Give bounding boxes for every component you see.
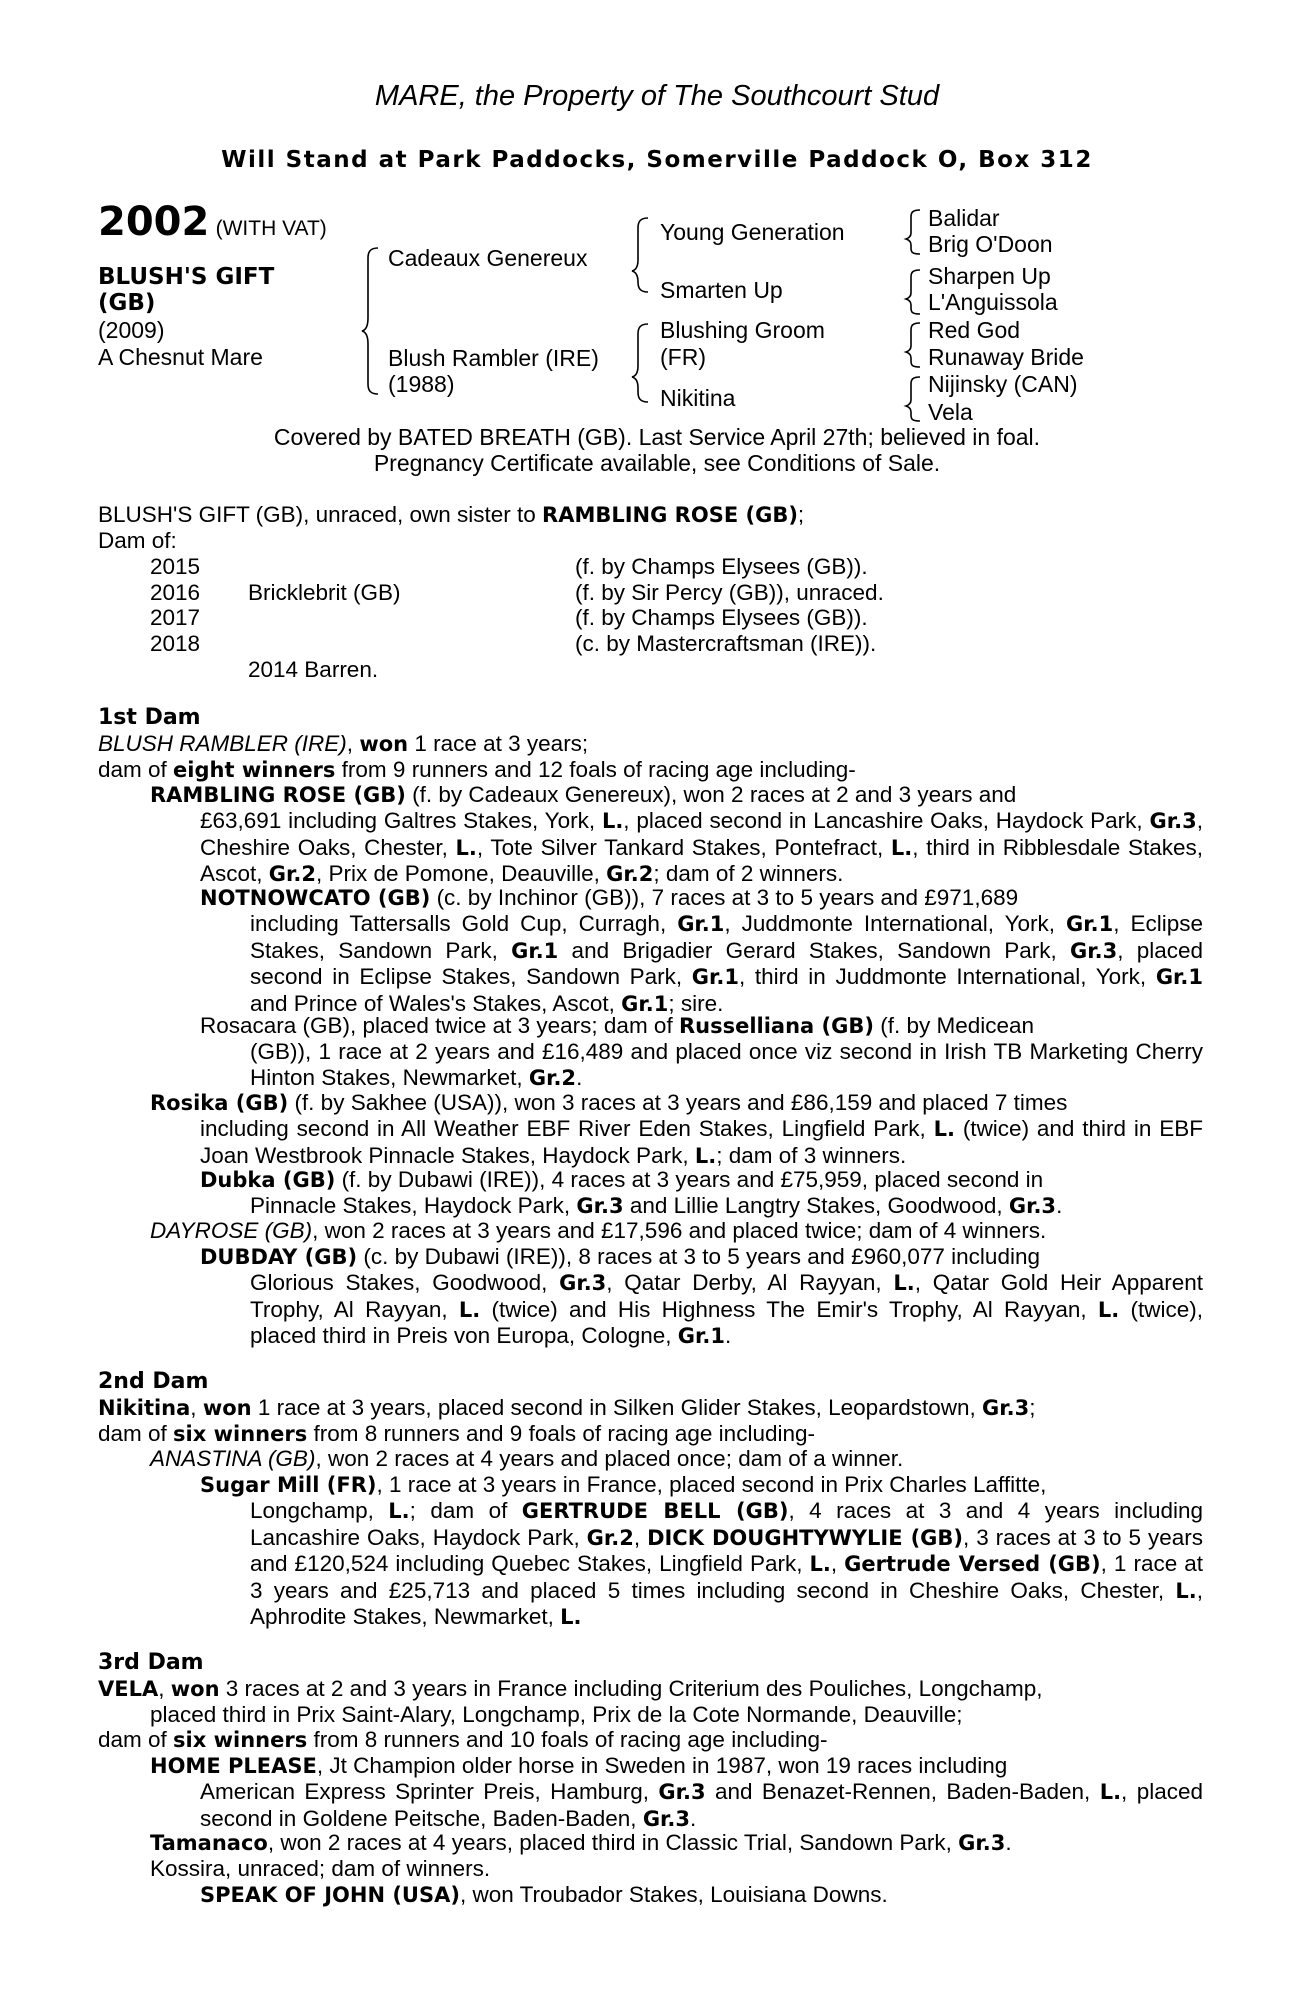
notnowcato-entry-cont: including Tattersalls Gold Cup, Curragh, Gr.1, Juddmonte International, York, Gr.1, Eclipse Stakes, Sandown Park, Gr.1 and Brigadier Gerard Stakes, Sandown Park, Gr.3, placed second in Eclipse Stakes, Sandown Park, Gr.1, third in Juddmonte International, York, Gr.1 and Prince of Wales's Stakes, Ascot, Gr.1; sire. [250,911,1204,1016]
intro-line [98,502,804,529]
dubka-entry-cont: Pinnacle Stakes, Haydock Park, Gr.3 and Lillie Langtry Stakes, Goodwood, Gr.3. [250,1193,1063,1218]
rosacara-entry: Rosacara (GB), placed twice at 3 years; dam of Russelliana (GB) (f. by Medicean [200,1013,1035,1038]
rambling-rose-entry-cont: £63,691 including Galtres Stakes, York, L., placed second in Lancashire Oaks, Haydock Park, Gr.3, Cheshire Oaks, Chester, L., Tote Silver Tankard Stakes, Pontefract, L., third in Ribblesdale Stakes, Ascot, Gr.2, Prix de Pomone, Deauville, Gr.2; dam of 2 winners. [200,808,1203,886]
third-dam-produce: dam of six winners from 8 runners and 10 foals of racing age including- [98,1727,828,1752]
third-dam-heading: 3rd Dam [98,1650,204,1675]
dubday-entry: DUBDAY (GB) (c. by Dubawi (IRE)), 8 races at 3 to 5 years and £960,077 including [200,1244,1040,1269]
horse-description: A Chesnut Mare [98,344,263,370]
intro-end: ; [797,502,805,527]
anastina-entry: ANASTINA (GB), won 2 races at 4 years and placed once; dam of a winner. [150,1446,904,1471]
stand-location: Will Stand at Park Paddocks, Somerville Paddock O, Box 312 [221,147,1093,173]
horse-name-country: (GB) [98,290,156,316]
pedigree-dam: Blush Rambler (IRE) [388,345,599,371]
third-dam-line-cont: placed third in Prix Saint-Alary, Longchamp, Prix de la Cote Normande, Deauville; [150,1702,963,1727]
pedigree-ddd: Vela [928,399,973,425]
second-dam-line: Nikitina, won 1 race at 3 years, placed second in Silken Glider Stakes, Leopardstown, Gr.3; [98,1395,1036,1420]
intro-text: BLUSH'S GIFT (GB), unraced, own sister to [98,502,543,527]
pedigree-sire-sire: Young Generation [660,219,845,245]
rosika-entry: Rosika (GB) (f. by Sakhee (USA)), won 3 races at 3 years and £86,159 and placed 7 times [150,1090,1068,1115]
first-dam-produce: dam of eight winners from 9 runners and 12 foals of racing age including- [98,757,856,782]
third-dam-line: VELA, won 3 races at 2 and 3 years in France including Criterium des Pouliches, Longchamp, [98,1676,1043,1701]
produce-year: 2016 [150,580,201,605]
produce-detail: (f. by Champs Elysees (GB)). [575,605,868,630]
barren-note: 2014 Barren. [248,657,379,682]
pedigree-dam-sire: Blushing Groom [660,317,825,343]
produce-year: 2017 [150,605,201,630]
pedigree-dam-sire-country: (FR) [660,344,706,370]
vat-label: (WITH VAT) [215,217,327,240]
notnowcato-entry: NOTNOWCATO (GB) (c. by Inchinor (GB)), 7 races at 3 to 5 years and £971,689 [200,885,1019,910]
pedigree-sss: Balidar [928,205,1000,231]
produce-year: 2015 [150,554,201,579]
dubka-entry: Dubka (GB) (f. by Dubawi (IRE)), 4 races at 3 years and £75,959, placed second in [200,1167,1044,1192]
produce-name: Bricklebrit (GB) [248,580,401,605]
pedigree-ssd: Brig O'Doon [928,231,1053,257]
dayrose-entry: DAYROSE (GB), won 2 races at 3 years and £17,596 and placed twice; dam of 4 winners. [150,1218,1047,1243]
dam-of-label: Dam of: [98,528,177,553]
pedigree-sire: Cadeaux Genereux [388,245,588,271]
pedigree-dds: Nijinsky (CAN) [928,371,1078,397]
rosacara-entry-cont: (GB)), 1 race at 2 years and £16,489 and placed once viz second in Irish TB Marketing Cherry Hinton Stakes, Newmarket, Gr.2. [250,1039,1203,1090]
produce-detail: (c. by Mastercraftsman (IRE)). [575,631,877,656]
covered-by: Covered by BATED BREATH (GB). Last Service April 27th; believed in foal. [273,424,1041,450]
home-please-entry-cont: American Express Sprinter Preis, Hamburg, Gr.3 and Benazet-Rennen, Baden-Baden, L., placed second in Goldene Peitsche, Baden-Baden, Gr.3. [200,1779,1203,1831]
foaled-year: (2009) [98,317,165,343]
produce-detail: (f. by Champs Elysees (GB)). [575,554,868,579]
pedigree-sire-dam: Smarten Up [660,277,783,303]
second-dam-heading: 2nd Dam [98,1369,209,1394]
rosika-entry-cont: including second in All Weather EBF River Eden Stakes, Lingfield Park, L. (twice) and third in EBF Joan Westbrook Pinnacle Stakes, Haydock Park, L.; dam of 3 winners. [200,1116,1203,1168]
horse-name: BLUSH'S GIFT [98,264,275,290]
pedigree-dss: Red God [928,317,1021,343]
rambling-rose-entry: RAMBLING ROSE (GB) (f. by Cadeaux Genereux), won 2 races at 2 and 3 years and [150,782,1017,807]
pedigree-dam-dam: Nikitina [660,385,736,411]
second-dam-produce: dam of six winners from 8 runners and 9 foals of racing age including- [98,1421,815,1446]
intro-sister: RAMBLING ROSE (GB) [542,503,798,527]
tamanaco-entry: Tamanaco, won 2 races at 4 years, placed third in Classic Trial, Sandown Park, Gr.3. [150,1830,1012,1855]
page-title: MARE, the Property of The Southcourt Stud [374,80,940,112]
speak-of-john-entry: SPEAK OF JOHN (USA), won Troubador Stakes, Louisiana Downs. [200,1882,888,1907]
pedigree-brackets [0,0,1314,440]
pregnancy-note: Pregnancy Certificate available, see Conditions of Sale. [373,450,941,476]
pedigree-sdd: L'Anguissola [928,289,1058,315]
pedigree-dsd: Runaway Bride [928,344,1084,370]
sugar-mill-entry: Sugar Mill (FR), 1 race at 3 years in France, placed second in Prix Charles Laffitte, [200,1472,1047,1497]
pedigree-dam-year: (1988) [388,371,455,397]
produce-detail: (f. by Sir Percy (GB)), unraced. [575,580,884,605]
sugar-mill-entry-cont: Longchamp, L.; dam of GERTRUDE BELL (GB), 4 races at 3 and 4 years including Lancashire Oaks, Haydock Park, Gr.2, DICK DOUGHTYWYLIE (GB), 3 races at 3 to 5 years and £120,524 including Quebec Stakes, Lingfield Park, L., Gertrude Versed (GB), 1 race at 3 years and £25,713 and placed 5 times including second in Cheshire Oaks, Chester, L., Aphrodite Stakes, Newmarket, L. [250,1498,1203,1629]
home-please-entry: HOME PLEASE, Jt Champion older horse in Sweden in 1987, won 19 races including [150,1753,1008,1778]
first-dam-heading: 1st Dam [98,705,201,730]
lot-year: 2002 [98,199,210,245]
dubday-entry-cont: Glorious Stakes, Goodwood, Gr.3, Qatar Derby, Al Rayyan, L., Qatar Gold Heir Apparent Trophy, Al Rayyan, L. (twice) and His Highness The Emir's Trophy, Al Rayyan, L. (twice), placed third in Preis von Europa, Cologne, Gr.1. [250,1270,1204,1348]
kossira-entry: Kossira, unraced; dam of winners. [150,1856,491,1881]
first-dam-line: BLUSH RAMBLER (IRE), won 1 race at 3 years; [98,731,589,756]
produce-year: 2018 [150,631,201,656]
pedigree-sds: Sharpen Up [928,263,1051,289]
